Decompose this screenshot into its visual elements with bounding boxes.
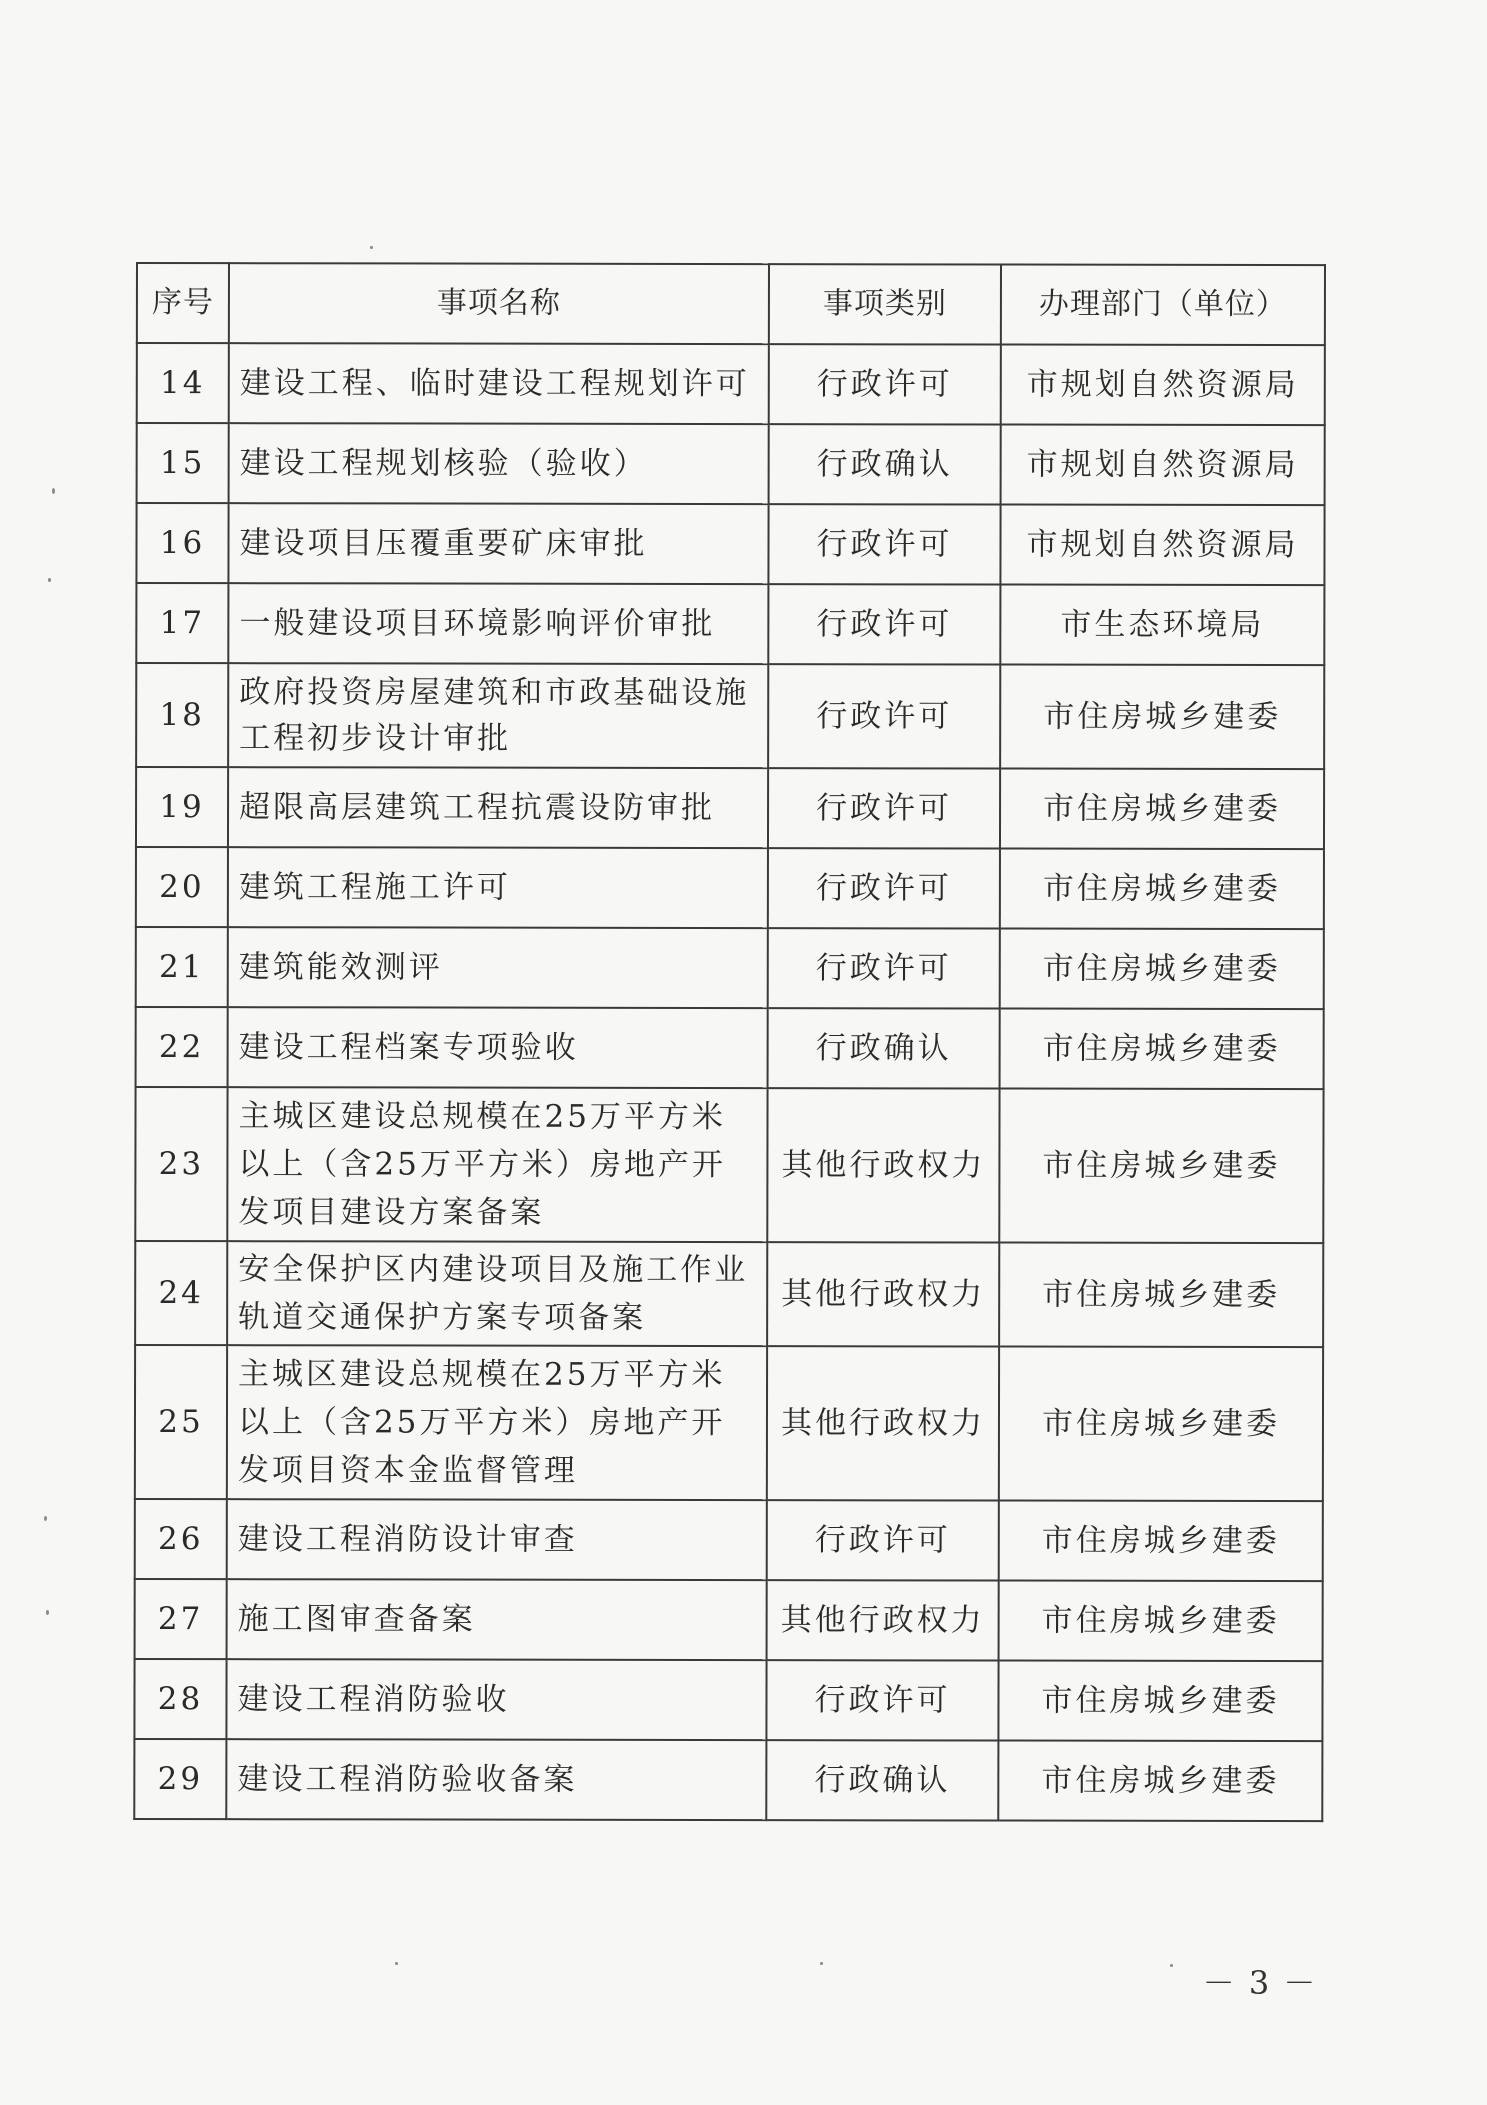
row-number: 16 <box>136 503 228 583</box>
item-department: 市住房城乡建委 <box>999 1501 1323 1582</box>
item-category: 其他行政权力 <box>767 1580 999 1660</box>
scan-speck <box>44 1516 47 1521</box>
item-name: 一般建设项目环境影响评价审批 <box>228 583 768 664</box>
item-name: 建设工程消防验收备案 <box>226 1739 766 1820</box>
table-row <box>135 1241 1323 1347</box>
item-department: 市住房城乡建委 <box>1000 849 1324 930</box>
item-department: 市住房城乡建委 <box>1000 665 1324 770</box>
item-name: 建筑能效测评 <box>228 927 768 1008</box>
header-category: 事项类别 <box>769 264 1001 344</box>
table-row <box>134 1739 1322 1821</box>
item-department: 市住房城乡建委 <box>998 1661 1322 1742</box>
item-category: 行政许可 <box>767 1500 999 1580</box>
item-name: 建设工程规划核验（验收） <box>229 423 769 504</box>
item-department: 市住房城乡建委 <box>999 1089 1323 1244</box>
item-category: 行政许可 <box>768 848 1000 928</box>
row-number: 21 <box>136 927 228 1007</box>
page-number: － 3 － <box>1202 1964 1318 2002</box>
table-row <box>136 927 1324 1009</box>
header-name: 事项名称 <box>229 263 769 344</box>
item-name: 建设工程、临时建设工程规划许可 <box>229 343 769 424</box>
scan-speck <box>395 1962 398 1965</box>
item-category: 其他行政权力 <box>767 1242 999 1346</box>
table-row <box>137 343 1325 425</box>
row-number: 24 <box>135 1241 227 1345</box>
row-number: 14 <box>137 343 229 423</box>
table-row <box>134 1659 1322 1741</box>
scan-speck <box>820 1962 823 1965</box>
item-category: 行政许可 <box>768 928 1000 1008</box>
item-department: 市住房城乡建委 <box>999 1581 1323 1662</box>
item-department: 市住房城乡建委 <box>1000 929 1324 1010</box>
row-number: 20 <box>136 847 228 927</box>
item-name: 建设工程消防设计审查 <box>227 1499 767 1580</box>
row-number: 17 <box>136 583 228 663</box>
item-name: 建设工程消防验收 <box>226 1659 766 1740</box>
item-category: 行政确认 <box>769 424 1001 504</box>
item-name: 政府投资房屋建筑和市政基础设施工程初步设计审批 <box>228 663 768 768</box>
item-department: 市规划自然资源局 <box>1001 425 1325 506</box>
table-row <box>135 1579 1323 1661</box>
item-department: 市住房城乡建委 <box>1000 1009 1324 1090</box>
table-row <box>136 663 1324 769</box>
item-category: 行政许可 <box>768 584 1000 664</box>
item-department: 市规划自然资源局 <box>1000 505 1324 586</box>
row-number: 22 <box>136 1007 228 1087</box>
item-category: 其他行政权力 <box>767 1346 999 1500</box>
row-number: 29 <box>134 1739 226 1819</box>
scan-speck <box>370 246 373 249</box>
item-category: 其他行政权力 <box>767 1088 999 1242</box>
item-category: 行政许可 <box>768 664 1000 768</box>
table-row <box>136 767 1324 849</box>
item-department: 市住房城乡建委 <box>999 1243 1323 1348</box>
scan-speck <box>46 1610 49 1615</box>
table-row <box>137 423 1325 505</box>
item-category: 行政许可 <box>766 1660 998 1740</box>
table-row <box>136 1007 1324 1089</box>
row-number: 15 <box>137 423 229 503</box>
table-row <box>135 1345 1323 1501</box>
row-number: 18 <box>136 663 228 767</box>
row-number: 26 <box>135 1499 227 1579</box>
row-number: 27 <box>135 1579 227 1659</box>
table-row <box>135 1499 1323 1581</box>
table-header-row <box>137 263 1325 345</box>
header-department: 办理部门（单位） <box>1001 265 1325 346</box>
table-row <box>135 1087 1323 1243</box>
item-department: 市住房城乡建委 <box>998 1741 1322 1822</box>
item-name: 安全保护区内建设项目及施工作业轨道交通保护方案专项备案 <box>227 1241 767 1346</box>
header-no: 序号 <box>137 263 229 343</box>
item-category: 行政确认 <box>766 1740 998 1820</box>
item-category: 行政许可 <box>768 504 1000 584</box>
scan-speck <box>52 488 55 494</box>
item-name: 主城区建设总规模在25万平方米以上（含25万平方米）房地产开发项目建设方案备案 <box>227 1087 767 1242</box>
table-row <box>136 503 1324 585</box>
row-number: 23 <box>135 1087 227 1241</box>
item-name: 建设项目压覆重要矿床审批 <box>228 503 768 584</box>
item-department: 市生态环境局 <box>1000 585 1324 666</box>
item-name: 超限高层建筑工程抗震设防审批 <box>228 767 768 848</box>
row-number: 28 <box>134 1659 226 1739</box>
items-table <box>133 262 1326 1822</box>
item-department: 市规划自然资源局 <box>1001 345 1325 426</box>
item-department: 市住房城乡建委 <box>1000 769 1324 850</box>
item-category: 行政许可 <box>769 344 1001 424</box>
item-name: 主城区建设总规模在25万平方米以上（含25万平方米）房地产开发项目资本金监督管理 <box>227 1345 767 1500</box>
scan-speck <box>48 578 51 582</box>
item-department: 市住房城乡建委 <box>999 1347 1323 1502</box>
item-category: 行政确认 <box>768 1008 1000 1088</box>
row-number: 19 <box>136 767 228 847</box>
scan-speck <box>1170 1964 1173 1967</box>
table-row <box>136 583 1324 665</box>
row-number: 25 <box>135 1345 227 1499</box>
table-row <box>136 847 1324 929</box>
item-name: 施工图审查备案 <box>227 1579 767 1660</box>
item-name: 建设工程档案专项验收 <box>228 1007 768 1088</box>
item-category: 行政许可 <box>768 768 1000 848</box>
item-name: 建筑工程施工许可 <box>228 847 768 928</box>
